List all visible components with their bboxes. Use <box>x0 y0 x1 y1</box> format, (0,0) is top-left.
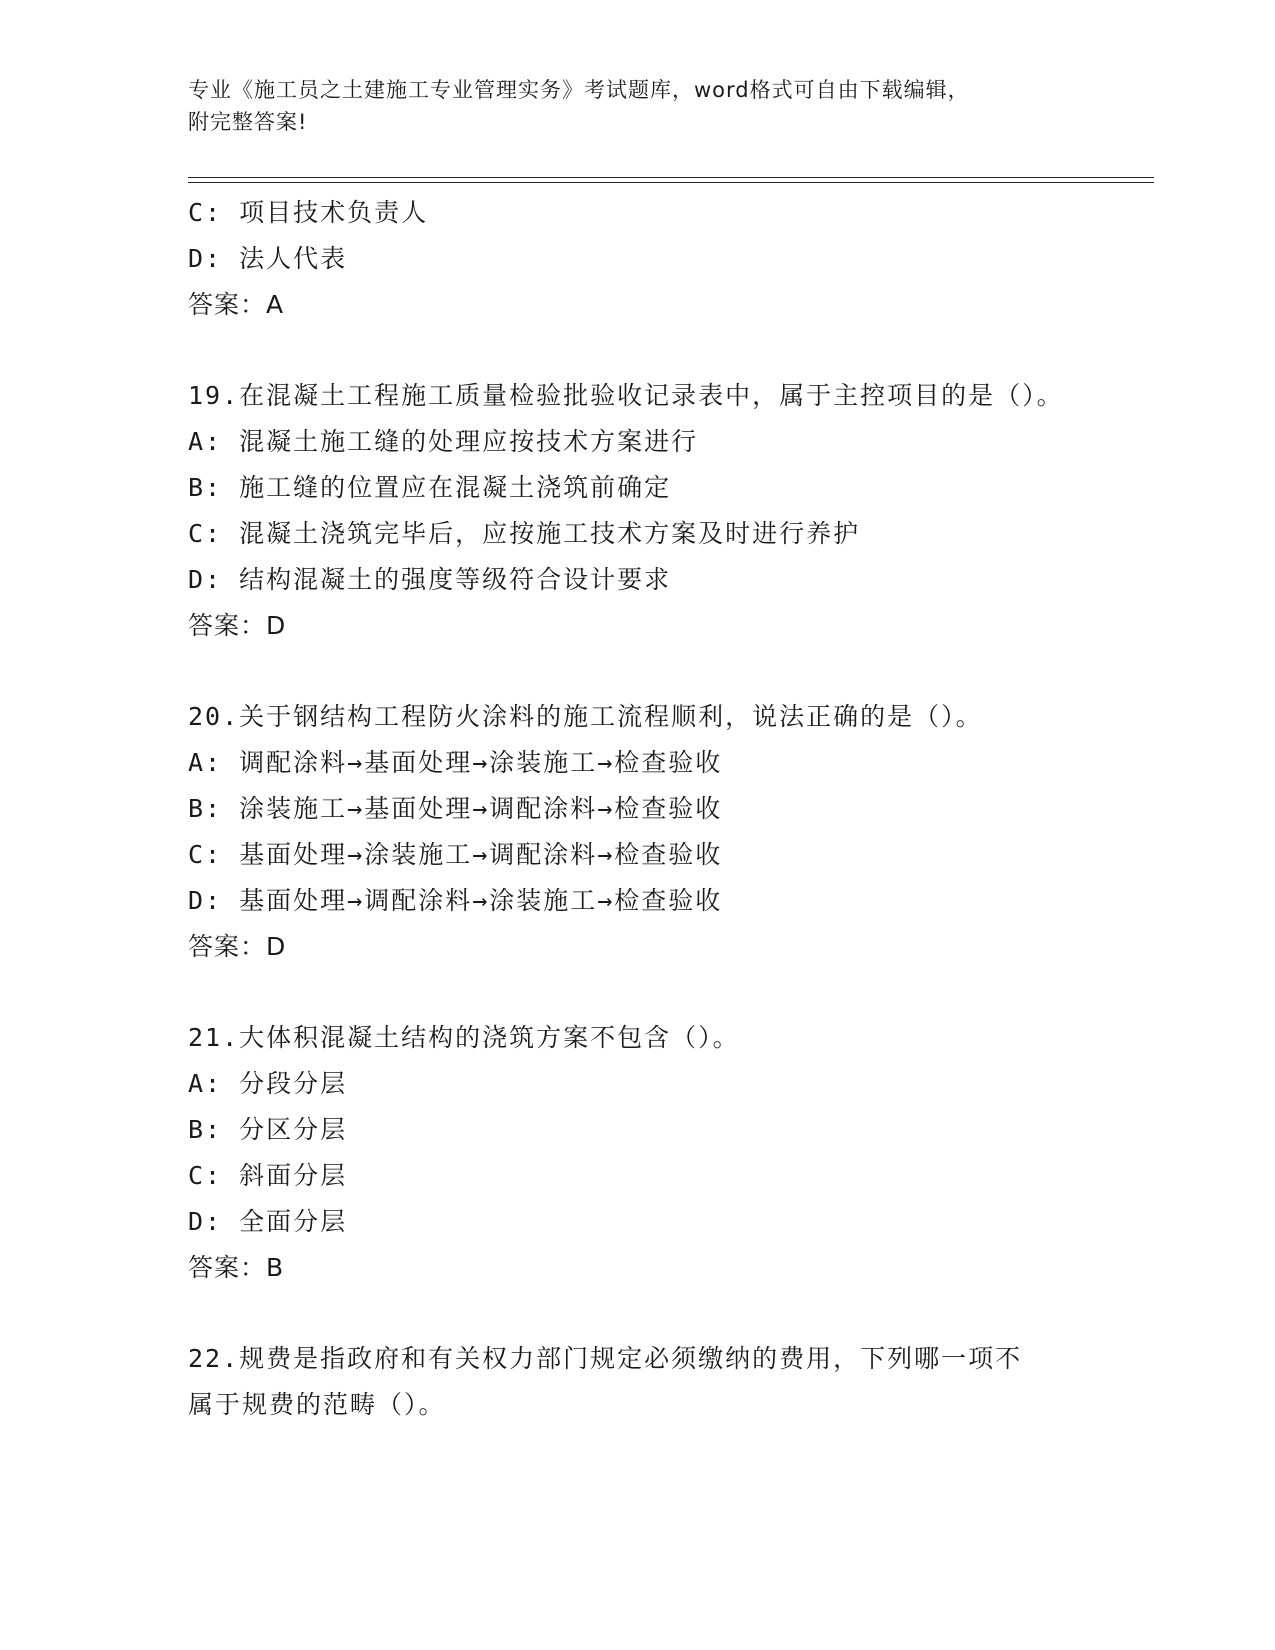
option-c: C: 基面处理→涂装施工→调配涂料→检查验收 <box>188 840 723 869</box>
option-d: D: 结构混凝土的强度等级符合设计要求 <box>188 565 672 594</box>
header-line-2: 附完整答案! <box>188 110 308 134</box>
option-d: D: 基面处理→调配涂料→涂装施工→检查验收 <box>188 886 723 915</box>
option-b: B: 涂装施工→基面处理→调配涂料→检查验收 <box>188 794 723 823</box>
header-rule-top <box>188 177 1154 178</box>
header-line-1: 专业《施工员之土建施工专业管理实务》考试题库，word格式可自由下载编辑， <box>188 78 970 102</box>
question-text-line-2: 属于规费的范畴（）。 <box>188 1390 446 1419</box>
option-a: A: 调配涂料→基面处理→涂装施工→检查验收 <box>188 748 723 777</box>
answer: 答案：D <box>188 932 287 961</box>
answer: 答案：D <box>188 611 287 640</box>
option-c: C: 混凝土浇筑完毕后，应按施工技术方案及时进行养护 <box>188 519 861 548</box>
answer: 答案：A <box>188 290 285 319</box>
question-list <box>188 190 1088 1428</box>
question-19 <box>188 373 1088 649</box>
question-20 <box>188 694 1088 970</box>
question-text-line-1: 22.规费是指政府和有关权力部门规定必须缴纳的费用，下列哪一项不 <box>188 1344 1023 1373</box>
option-c: C: 斜面分层 <box>188 1161 348 1190</box>
option-a: A: 分段分层 <box>188 1069 348 1098</box>
question-18-tail <box>188 190 1088 328</box>
question-text: 19.在混凝土工程施工质量检验批验收记录表中，属于主控项目的是（）。 <box>188 381 1064 410</box>
question-22 <box>188 1336 1088 1428</box>
question-21 <box>188 1015 1088 1291</box>
option-c: C: 项目技术负责人 <box>188 198 429 227</box>
answer: 答案：B <box>188 1253 285 1282</box>
option-a: A: 混凝土施工缝的处理应按技术方案进行 <box>188 427 699 456</box>
question-text: 21.大体积混凝土结构的浇筑方案不包含（）。 <box>188 1023 740 1052</box>
option-d: D: 法人代表 <box>188 244 348 273</box>
option-d: D: 全面分层 <box>188 1207 348 1236</box>
document-header <box>188 74 1088 138</box>
header-rule-bottom <box>188 182 1154 183</box>
option-b: B: 施工缝的位置应在混凝土浇筑前确定 <box>188 473 672 502</box>
question-text: 20.关于钢结构工程防火涂料的施工流程顺利，说法正确的是（）。 <box>188 702 983 731</box>
option-b: B: 分区分层 <box>188 1115 348 1144</box>
